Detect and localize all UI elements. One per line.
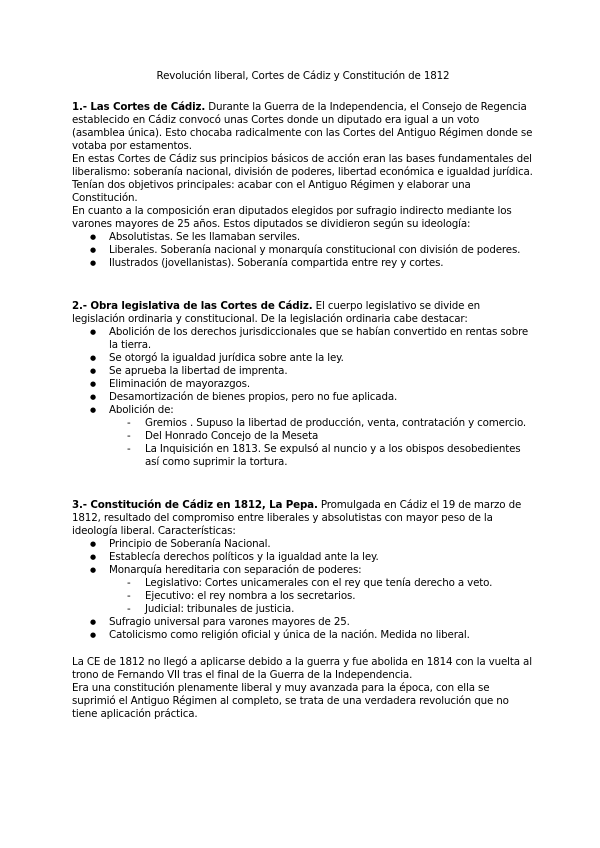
list-item-text: Abolición de: — [109, 404, 174, 416]
section-3-list — [72, 538, 534, 642]
list-item — [72, 564, 534, 616]
list-item: ● Eliminación de mayorazgos. — [72, 378, 534, 391]
closing-paragraph-2: Era una constitución plenamente liberal y muy avanzada para la época, con ella se suprimió el Antiguo Régimen al completo, se trata de una verdadera revolución que no tiene aplicación práctica. — [72, 682, 509, 720]
list-item: ● Liberales. Soberanía nacional y monarquía constitucional con división de poderes. — [72, 244, 534, 257]
list-item: ● Absolutistas. Se les llamaban serviles. — [72, 231, 534, 244]
section-2-sublist — [109, 417, 534, 469]
section-1-composition: En cuanto a la composición eran diputados elegidos por sufragio indirecto mediante los varones mayores de 25 años. Estos diputados se dividieron según su ideología: — [72, 205, 512, 230]
section-1-intro — [72, 101, 534, 153]
list-item-text: Monarquía hereditaria con separación de poderes: — [109, 564, 362, 576]
section-2-intro-text: El cuerpo legislativo se divide en legislación ordinaria y constitucional. De la legislación ordinaria cabe destacar: — [72, 300, 481, 325]
section-3-intro-text: Promulgada en Cádiz el 19 de marzo de 1812, resultado del compromiso entre liberales y absolutistas con mayor peso de la ideología liberal. Características: — [72, 499, 522, 537]
section-1-intro-text: Durante la Guerra de la Independencia, el Consejo de Regencia establecido en Cádiz convocó unas Cortes donde un diputado era igual a un voto (asamblea única). Esto chocaba radicalmente con las Cortes del Antiguo Régimen donde se votaba por estamentos. — [72, 101, 533, 152]
sublist-item: - Ejecutivo: el rey nombra a los secretarios. — [109, 590, 534, 603]
section-3-heading: 3.- Constitución de Cádiz en 1812, La Pepa. — [72, 499, 318, 511]
section-1-objectives: Tenían dos objetivos principales: acabar con el Antiguo Régimen y elaborar una Constitución. — [72, 179, 471, 204]
list-item: ● Abolición de los derechos jurisdiccionales que se habían convertido en rentas sobre la tierra. — [72, 326, 534, 352]
list-item: ● Establecía derechos políticos y la igualdad ante la ley. — [72, 551, 534, 564]
list-item: ● Catolicismo como religión oficial y única de la nación. Medida no liberal. — [72, 629, 534, 642]
sublist-item: - Judicial: tribunales de justicia. — [109, 603, 534, 616]
list-item — [72, 404, 534, 469]
list-item: ● Principio de Soberanía Nacional. — [72, 538, 534, 551]
document-title: Revolución liberal, Cortes de Cádiz y Constitución de 1812 — [156, 70, 450, 82]
closing-paragraph-1: La CE de 1812 no llegó a aplicarse debido a la guerra y fue abolida en 1814 con la vuelta al trono de Fernando VII tras el final de la Guerra de la Independencia. — [72, 656, 532, 681]
section-1-principles: En estas Cortes de Cádiz sus principios básicos de acción eran las bases fundamentales del liberalismo: soberanía nacional, división de poderes, libertad económica e igualdad jurídica. — [72, 153, 533, 178]
list-item: ● Ilustrados (jovellanistas). Soberanía compartida entre rey y cortes. — [72, 257, 534, 270]
document-page — [72, 70, 534, 721]
list-item: ● Desamortización de bienes propios, pero no fue aplicada. — [72, 391, 534, 404]
list-item: ● Sufragio universal para varones mayores de 25. — [72, 616, 534, 629]
sublist-item: - Gremios . Supuso la libertad de producción, venta, contratación y comercio. — [109, 417, 534, 430]
sublist-item: - Del Honrado Concejo de la Meseta — [109, 430, 534, 443]
section-3-intro — [72, 499, 534, 538]
section-2-list — [72, 326, 534, 469]
section-3-sublist — [109, 577, 534, 616]
section-1-heading: 1.- Las Cortes de Cádiz. — [72, 101, 206, 113]
sublist-item: - Legislativo: Cortes unicamerales con el rey que tenía derecho a veto. — [109, 577, 534, 590]
list-item: ● Se otorgó la igualdad jurídica sobre ante la ley. — [72, 352, 534, 365]
sublist-item: - La Inquisición en 1813. Se expulsó al nuncio y a los obispos desobedientes así como suprimir la tortura. — [109, 443, 534, 469]
section-2-intro — [72, 300, 534, 326]
list-item: ● Se aprueba la libertad de imprenta. — [72, 365, 534, 378]
section-2-heading: 2.- Obra legislativa de las Cortes de Cádiz. — [72, 300, 313, 312]
section-1-list — [72, 231, 534, 270]
